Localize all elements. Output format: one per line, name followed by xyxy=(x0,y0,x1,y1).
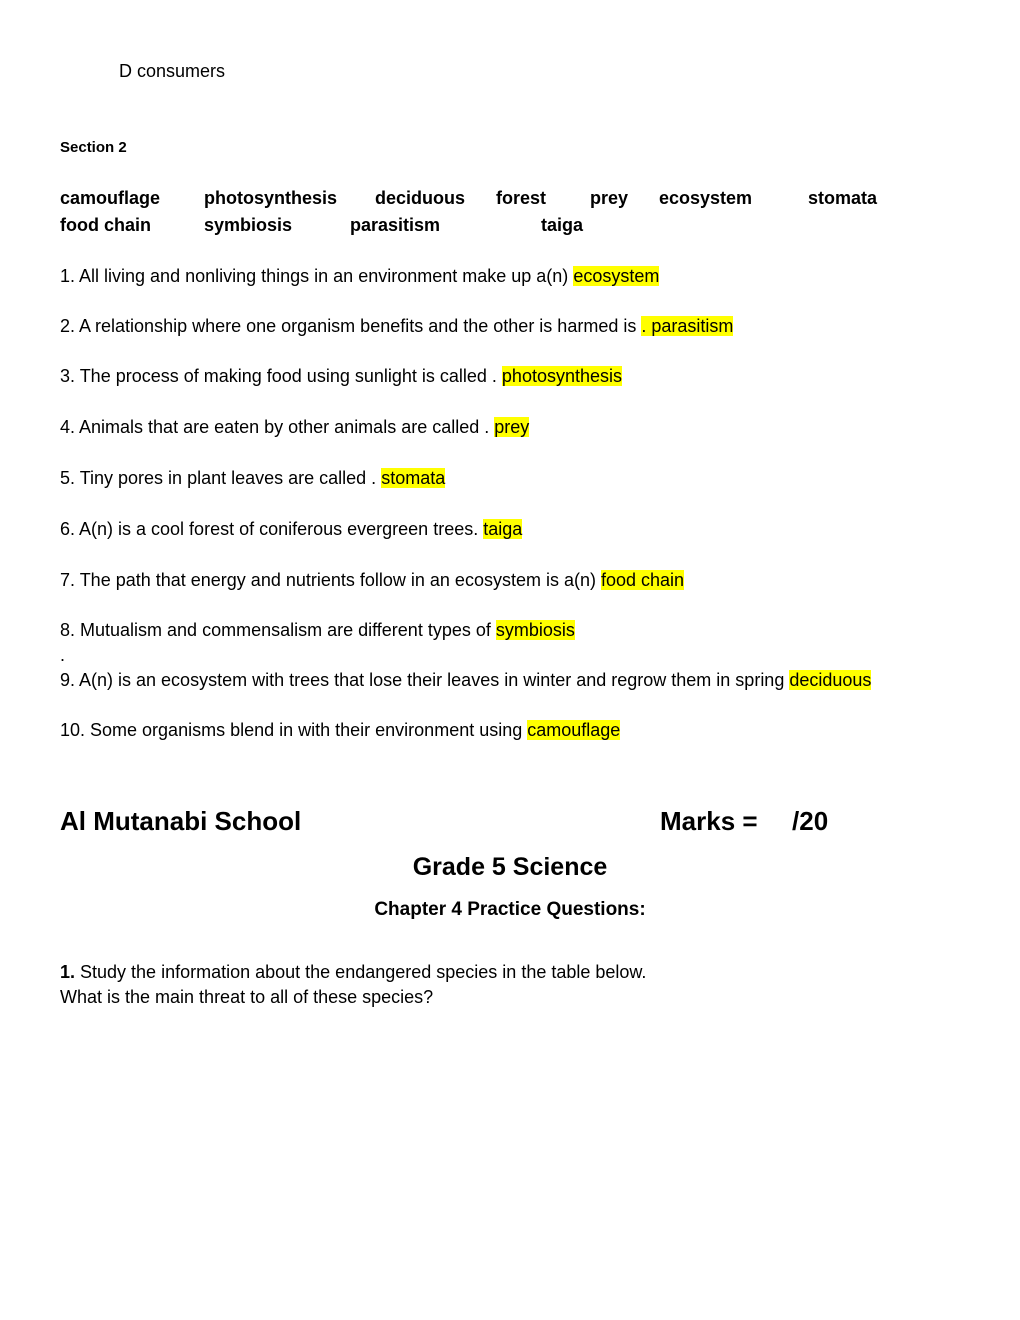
highlighted-answer: deciduous xyxy=(789,670,872,690)
word-bank-item: prey xyxy=(590,188,629,208)
section-title: Section 2 xyxy=(60,139,127,156)
marks-total: /20 xyxy=(792,806,829,836)
word-bank-item: food chain xyxy=(60,215,151,235)
highlighted-answer: . parasitism xyxy=(641,316,734,336)
school-name: Al Mutanabi School xyxy=(60,806,302,836)
question-text: 6. A(n) is a cool forest of coniferous evergreen trees. xyxy=(60,519,484,539)
question-line xyxy=(60,670,871,691)
question-line xyxy=(60,417,529,438)
highlighted-answer: taiga xyxy=(483,519,523,539)
question-1-line-1 xyxy=(60,962,646,983)
question-line xyxy=(60,720,620,741)
grade-title: Grade 5 Science xyxy=(412,853,608,881)
question-text: 10. Some organisms blend in with their environment using xyxy=(60,720,528,740)
question-1-text: Study the information about the endangered species in the table below. xyxy=(75,962,647,982)
marks-field xyxy=(660,806,828,837)
word-bank-item: camouflage xyxy=(60,188,161,208)
question-line xyxy=(60,620,575,641)
word-bank-item: photosynthesis xyxy=(204,188,338,208)
question-number: 1. xyxy=(60,962,76,982)
question-line xyxy=(60,366,622,387)
question-line xyxy=(60,266,659,287)
word-bank-item: taiga xyxy=(541,215,584,235)
question-line xyxy=(60,519,522,540)
previous-answer-option: D consumers xyxy=(119,61,226,81)
question-text: 9. A(n) is an ecosystem with trees that lose their leaves in winter and regrow them in spring xyxy=(60,670,790,690)
question-line xyxy=(60,316,733,337)
word-bank-item: symbiosis xyxy=(204,215,293,235)
question-text: 4. Animals that are eaten by other animals are called . xyxy=(60,417,495,437)
question-text: 2. A relationship where one organism benefits and the other is harmed is xyxy=(60,316,642,336)
question-text: 3. The process of making food using sunlight is called . xyxy=(60,366,502,386)
question-text: 8. Mutualism and commensalism are different types of xyxy=(60,620,496,640)
highlighted-answer: food chain xyxy=(600,570,685,590)
highlighted-answer: camouflage xyxy=(527,720,621,740)
question-line xyxy=(60,468,445,489)
highlighted-answer: stomata xyxy=(381,468,446,488)
question-text: 7. The path that energy and nutrients follow in an ecosystem is a(n) xyxy=(60,570,601,590)
question-text: 1. All living and nonliving things in an environment make up a(n) xyxy=(60,266,574,286)
word-bank-item: deciduous xyxy=(375,188,466,208)
highlighted-answer: prey xyxy=(494,417,530,437)
word-bank-item: stomata xyxy=(808,188,878,208)
chapter-title: Chapter 4 Practice Questions: xyxy=(374,899,646,920)
stray-dot: . xyxy=(60,645,66,665)
highlighted-answer: symbiosis xyxy=(495,620,575,640)
word-bank-item: forest xyxy=(496,188,547,208)
question-1-line-2: What is the main threat to all of these species? xyxy=(60,987,434,1007)
highlighted-answer: ecosystem xyxy=(573,266,660,286)
highlighted-answer: photosynthesis xyxy=(501,366,622,386)
marks-label: Marks = xyxy=(660,806,758,836)
word-bank-item: parasitism xyxy=(350,215,441,235)
question-line xyxy=(60,570,684,591)
word-bank-item: ecosystem xyxy=(659,188,753,208)
question-text: 5. Tiny pores in plant leaves are called . xyxy=(60,468,382,488)
